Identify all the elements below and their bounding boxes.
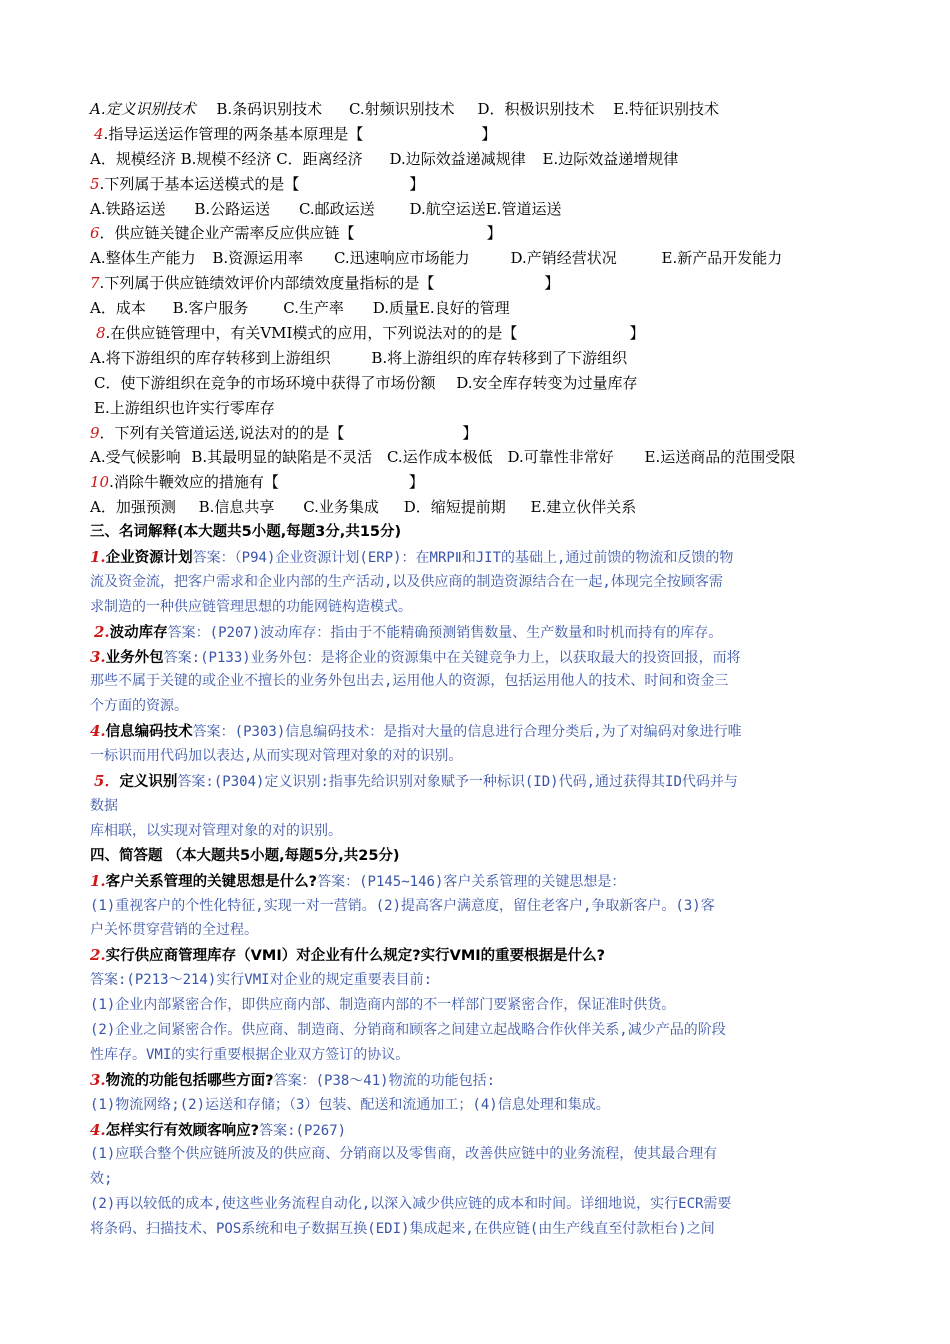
term-3-title: 业务外包 <box>105 649 164 666</box>
q3-option-d: D．积极识别技术 <box>477 100 595 118</box>
q6-option-b: B.资源运用率 <box>212 249 304 268</box>
term-2-title: 波动库存 <box>109 624 168 641</box>
q7-close: 】 <box>544 274 560 293</box>
term-3 <box>90 645 860 720</box>
qa-1 <box>90 869 860 944</box>
q8-stem <box>90 321 860 346</box>
term-3-answer-line-3: 个方面的资源。 <box>90 698 188 715</box>
q7-option-b: B.客户服务 <box>172 299 249 318</box>
qa-2-answer-line-1: 答案:(P213～214)实行VMI对企业的规定重要表目前: <box>90 972 433 989</box>
q3-option-c: C.射频识别技术 <box>348 100 455 118</box>
qa-3 <box>90 1068 860 1118</box>
qa-4-answer-line-2: 效; <box>90 1171 113 1188</box>
q5-stem <box>90 172 860 197</box>
q9-option-d: D.可靠性非常好 <box>507 448 614 467</box>
term-5-number: 5． <box>94 772 120 791</box>
q8-number: 8 <box>96 324 106 343</box>
q4-options <box>90 147 860 172</box>
section-4-heading: 四、简答题 （本大题共5小题,每题5分,共25分) <box>90 847 400 864</box>
q10-option-c: C.业务集成 <box>303 498 379 517</box>
term-2-answer-line-1: 答案：(P207)波动库存：指由于不能精确预测销售数量、生产数量和时机而持有的库存。 <box>167 624 723 641</box>
q4-option-d: D.边际效益递减规律 <box>389 149 526 168</box>
q3-option-e: E.特征识别技术 <box>613 100 719 118</box>
q9-close: 】 <box>462 423 478 442</box>
term-3-answer-line-2: 那些不属于关键的或企业不擅长的业务外包出去,运用他人的资源，包括运用他人的技术、时间和资金三 <box>90 673 729 690</box>
term-5-answer-line-3: 库相联，以实现对管理对象的对的识别。 <box>90 822 342 839</box>
q8-options-ab <box>90 346 860 371</box>
q3-options <box>90 97 860 122</box>
q8-options-e <box>90 396 860 421</box>
term-1 <box>90 545 860 620</box>
q10-number: 10 <box>90 473 110 492</box>
qa-4-answer-line-4: 将条码、扫描技术、POS系统和电子数据互换(EDI)集成起来,在供应链(由生产线直至付款柜台)之间 <box>90 1221 715 1238</box>
q4-option-e: E.边际效益递增规律 <box>542 149 679 168</box>
q5-option-c: C.邮政运送 <box>298 199 375 218</box>
term-5-answer-line-2: 数据 <box>90 797 118 814</box>
term-1-answer-line-1: 答案：（P94)企业资源计划(ERP)：在MRPⅡ和JIT的基础上,通过前馈的物流和反馈的物 <box>192 550 734 567</box>
qa-4-answer-line-3: (2)再以较低的成本,使这些业务流程自动化,以深入减少供应链的成本和时间。详细地说，实行ECR需要 <box>90 1196 732 1213</box>
qa-2-answer-line-3: (2)企业之间紧密合作。供应商、制造商、分销商和顾客之间建立起战略合作伙伴关系,减少产品的阶段 <box>90 1021 726 1038</box>
q5-option-b: B.公路运送 <box>194 199 271 218</box>
q5-option-d: D.航空运送 <box>409 199 486 218</box>
q10-close: 】 <box>408 473 424 492</box>
qa-3-answer-line-1: (1)物流网络;(2)运送和存储；（3）包装、配送和流通加工；(4)信息处理和集成。 <box>90 1096 610 1113</box>
q5-close: 】 <box>409 174 425 193</box>
qa-2-number: 2. <box>90 946 106 965</box>
q5-option-e: E.管道运送 <box>485 199 562 218</box>
q9-number: 9 <box>90 423 100 442</box>
qa-3-answer-head: 答案：(P38～41)物流的功能包括: <box>273 1072 496 1089</box>
q8-option-b: B.将上游组织的库存转移到了下游组织 <box>371 348 628 367</box>
q7-stem <box>90 271 860 296</box>
qa-1-answer-line-2: 户关怀贯穿营销的全过程。 <box>90 922 258 939</box>
q9-options <box>90 445 860 470</box>
term-4 <box>90 719 860 769</box>
q8-option-d: D.安全库存转变为过量库存 <box>456 373 638 392</box>
q7-option-d: D.质量 <box>372 299 419 318</box>
qa-4 <box>90 1118 860 1242</box>
q9-option-b: B.其最明显的缺陷是不灵活 <box>191 448 373 467</box>
term-4-answer-line-1: 答案：(P303)信息编码技术：是指对大量的信息进行合理分类后,为了对编码对象进行唯 <box>192 724 742 741</box>
qa-1-number: 1. <box>90 871 106 890</box>
q5-options <box>90 197 860 222</box>
qa-2-question: 实行供应商管理库存（VMI）对企业有什么规定?实行VMI的重要根据是什么? <box>105 948 606 965</box>
term-4-title: 信息编码技术 <box>105 724 193 741</box>
q7-option-a: A．成本 <box>90 299 146 318</box>
qa-4-number: 4. <box>90 1120 106 1139</box>
q10-options <box>90 495 860 520</box>
q4-close: 】 <box>481 124 497 143</box>
q4-option-a: A．规模经济 <box>90 149 176 168</box>
q5-number: 5 <box>90 174 100 193</box>
term-1-answer-line-2: 流及资金流，把客户需求和企业内部的生产活动,以及供应商的制造资源结合在一起,体现完全按顾客需 <box>90 573 723 590</box>
term-1-title: 企业资源计划 <box>105 550 193 567</box>
q10-option-d: D．缩短提前期 <box>403 498 506 517</box>
q5-text: .下列属于基本运送模式的是【 <box>99 174 300 193</box>
qa-2-answer-line-4: 性库存。VMI的实行重要根据企业双方签订的协议。 <box>90 1046 410 1063</box>
q7-options <box>90 296 860 321</box>
term-2 <box>90 620 860 645</box>
q10-option-e: E.建立伙伴关系 <box>530 498 637 517</box>
q8-option-e: E.上游组织也许实行零库存 <box>94 398 275 417</box>
q6-option-a: A.整体生产能力 <box>90 249 196 268</box>
qa-2 <box>90 943 860 1067</box>
q8-close: 】 <box>629 324 645 343</box>
term-3-answer-line-1: 答案:(P133)业务外包：是将企业的资源集中在关键竞争力上，以获取最大的投资回报，而将 <box>163 649 741 666</box>
q4-option-c: C．距离经济 <box>276 149 363 168</box>
term-5-title: 定义识别 <box>119 774 178 791</box>
term-2-number: 2. <box>94 622 110 641</box>
qa-3-question: 物流的功能包括哪些方面? <box>105 1072 274 1089</box>
q6-number: 6 <box>90 224 100 243</box>
q6-stem <box>90 221 860 246</box>
q6-options <box>90 246 860 271</box>
q9-stem <box>90 421 860 446</box>
q7-number: 7 <box>90 274 100 293</box>
qa-4-answer-head: 答案:(P267) <box>259 1122 347 1139</box>
q3-option-a: A.定义识别技术 <box>90 100 196 118</box>
q8-option-a: A.将下游组织的库存转移到上游组织 <box>90 348 331 367</box>
qa-1-answer-line-1: (1)重视客户的个性化特征,实现一对一营销。(2)提高客户满意度，留住老客户,争取新客户。(3)客 <box>90 897 715 914</box>
qa-1-answer-head: 答案：(P145~146)客户关系管理的关键思想是： <box>317 873 626 890</box>
section-3-heading: 三、名词解释(本大题共5小题,每题3分,共15分) <box>90 524 402 541</box>
qa-4-answer-line-1: (1)应联合整个供应链所波及的供应商、分销商以及零售商，改善供应链中的业务流程，使其最合理有 <box>90 1146 718 1163</box>
term-3-number: 3. <box>90 647 106 666</box>
q6-close: 】 <box>486 224 502 243</box>
q4-option-b: B.规模不经济 <box>180 149 272 168</box>
q6-text: ．供应链关键企业产需率反应供应链【 <box>99 224 355 243</box>
q9-option-a: A.受气候影响 <box>90 448 181 467</box>
q10-text: .消除牛鞭效应的措施有【 <box>109 473 279 492</box>
qa-4-question: 怎样实行有效顾客响应? <box>105 1122 260 1139</box>
q10-stem <box>90 470 860 495</box>
term-1-answer-line-3: 求制造的一种供应链管理思想的功能网链构造模式。 <box>90 598 412 615</box>
q4-text: .指导运送运作管理的两条基本原理是【 <box>103 124 364 143</box>
document-page <box>90 97 860 1242</box>
q7-option-c: C.生产率 <box>283 299 344 318</box>
qa-2-answer-line-2: (1)企业内部紧密合作，即供应商内部、制造商内部的不一样部门要紧密合作，保证准时供货。 <box>90 997 676 1014</box>
q7-option-e: E.良好的管理 <box>418 299 510 318</box>
q9-text: ．下列有关管道运送,说法对的的是【 <box>99 423 345 442</box>
q4-stem <box>90 122 860 147</box>
term-4-answer-line-2: 一标识而用代码加以表达,从而实现对管理对象的对的识别。 <box>90 748 463 765</box>
term-5 <box>90 769 860 844</box>
q3-option-b: B.条码识别技术 <box>216 100 323 118</box>
term-5-answer-line-1: 答案:(P304)定义识别:指事先给识别对象赋予一种标识(ID)代码,通过获得其ID代码并与 <box>177 774 738 791</box>
q4-number: 4 <box>94 124 104 143</box>
term-1-number: 1. <box>90 548 106 567</box>
q8-options-cd <box>90 371 860 396</box>
q5-option-a: A.铁路运送 <box>90 199 166 218</box>
q6-option-e: E.新产品开发能力 <box>661 249 783 268</box>
q10-option-b: B.信息共享 <box>198 498 275 517</box>
q9-option-c: C.运作成本极低 <box>386 448 493 467</box>
q6-option-c: C.迅速响应市场能力 <box>333 249 470 268</box>
q9-option-e: E.运送商品的范围受限 <box>644 448 796 467</box>
q7-text: .下列属于供应链绩效评价内部绩效度量指标的是【 <box>99 274 435 293</box>
q8-option-c: C．使下游组织在竞争的市场环境中获得了市场份额 <box>94 373 436 392</box>
term-4-number: 4. <box>90 722 106 741</box>
q6-option-d: D.产销经营状况 <box>510 249 617 268</box>
q8-text: .在供应链管理中，有关VMI模式的应用，下列说法对的的是【 <box>105 324 518 343</box>
q10-option-a: A．加强预测 <box>90 498 176 517</box>
qa-1-question: 客户关系管理的关键思想是什么? <box>105 873 318 890</box>
qa-3-number: 3. <box>90 1070 106 1089</box>
